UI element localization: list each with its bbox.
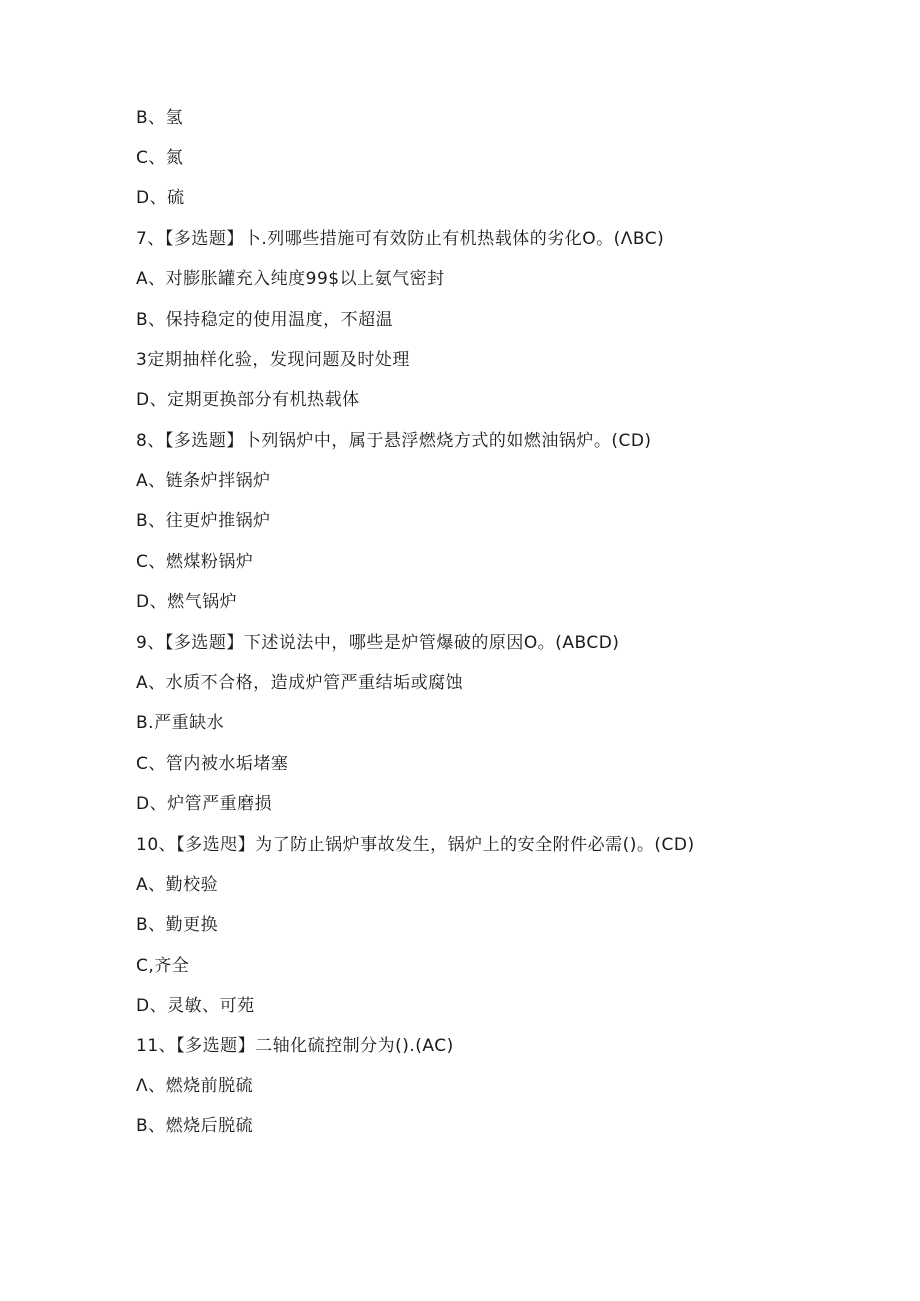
option-line: D、硫: [136, 188, 185, 208]
option-line: B、勤更换: [136, 915, 219, 935]
option-line: B、氢: [136, 108, 184, 128]
option-line: B、往更炉推锅炉: [136, 511, 271, 531]
question-line: 10、【多选咫】为了防止锅炉事故发生，锅炉上的安全附件必需()。(CD): [136, 835, 695, 855]
question-line: 7、【多选题】卜.列哪些措施可有效防止有机热载体的劣化O。(ΛBC): [136, 229, 665, 249]
question-line: 9、【多选题】下述说法中，哪些是炉管爆破的原因O。(ABCD): [136, 633, 620, 653]
option-line: D、定期更换部分有机热载体: [136, 390, 360, 410]
option-line: A、链条炉拌锅炉: [136, 471, 271, 491]
option-line: A、勤校验: [136, 875, 219, 895]
option-line: B、燃烧后脱硫: [136, 1116, 254, 1136]
option-line: C,齐全: [136, 956, 190, 976]
option-line: A、水质不合格，造成炉管严重结垢或腐蚀: [136, 673, 464, 693]
option-line: D、炉管严重磨损: [136, 794, 273, 814]
option-line: D、灵敏、可苑: [136, 996, 255, 1016]
option-line: C、燃煤粉锅炉: [136, 552, 254, 572]
option-line: C、管内被水垢堵塞: [136, 754, 289, 774]
option-line: C、氮: [136, 148, 184, 168]
option-line: B.严重缺水: [136, 713, 225, 733]
question-line: 8、【多选题】卜列锅炉中，属于悬浮燃烧方式的如燃油锅炉。(CD): [136, 431, 652, 451]
question-line: 11、【多选题】二轴化硫控制分为().(AC): [136, 1036, 454, 1056]
option-line: Λ、燃烧前脱硫: [136, 1076, 254, 1096]
option-line: A、对膨胀罐充入纯度99$以上氨气密封: [136, 269, 445, 289]
option-line: B、保持稳定的使用温度，不超温: [136, 310, 394, 330]
option-line: 3定期抽样化验，发现问题及时处理: [136, 350, 410, 370]
option-line: D、燃气锅炉: [136, 592, 238, 612]
